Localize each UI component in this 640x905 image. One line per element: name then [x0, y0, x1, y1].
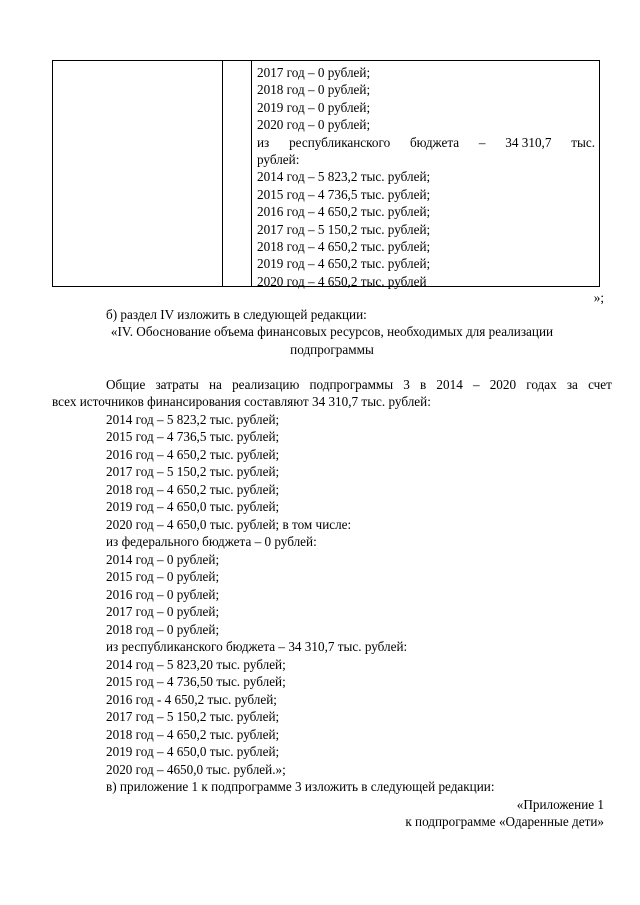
- section-title-line-2: подпрограммы: [290, 342, 374, 357]
- federal-year-line: 2015 год – 0 рублей;: [106, 569, 220, 584]
- table-divider-1: [222, 61, 223, 286]
- republic-budget-heading: из республиканского бюджета – 34 310,7 тыс. рублей:: [106, 639, 408, 654]
- word: 2014: [436, 377, 463, 392]
- cell-republic-line: [257, 134, 595, 151]
- word: республиканского: [289, 134, 391, 150]
- total-year-line: 2020 год – 4 650,0 тыс. рублей; в том числе:: [106, 517, 352, 532]
- word: бюджета: [409, 134, 460, 150]
- closing-quote: »;: [593, 290, 604, 305]
- word: тыс.: [571, 134, 595, 150]
- federal-year-line: 2018 год – 0 рублей;: [106, 622, 220, 637]
- word: 2020: [489, 377, 517, 392]
- total-year-line: 2014 год – 5 823,2 тыс. рублей;: [106, 412, 280, 427]
- table-cell-financing: [257, 64, 595, 290]
- cell-line: 2015 год – 4 736,5 тыс. рублей;: [257, 186, 431, 202]
- table-divider-2: [251, 61, 252, 286]
- federal-year-line: 2016 год – 0 рублей;: [106, 587, 220, 602]
- republic-year-line: 2017 год – 5 150,2 тыс. рублей;: [106, 709, 280, 724]
- cell-line: 2019 год – 4 650,2 тыс. рублей;: [257, 256, 431, 272]
- paragraph-line-1: [106, 376, 612, 393]
- federal-year-line: 2014 год – 0 рублей;: [106, 552, 220, 567]
- republic-year-line: 2015 год – 4 736,50 тыс. рублей;: [106, 674, 286, 689]
- republic-year-line: 2018 год – 4 650,2 тыс. рублей;: [106, 727, 280, 742]
- cell-line: 2019 год – 0 рублей;: [257, 99, 371, 115]
- republic-year-line: 2020 год – 4650,0 тыс. рублей.»;: [106, 762, 286, 777]
- word: подпрограммы: [309, 377, 394, 392]
- cell-line: рублей:: [257, 152, 300, 168]
- paragraph-line-2: всех источников финансирования составляют 34 310,7 тыс. рублей:: [52, 394, 431, 409]
- word: реализацию: [232, 377, 300, 392]
- appendix-heading-1: «Приложение 1: [516, 797, 604, 812]
- word: –: [478, 134, 486, 150]
- word: в: [420, 377, 427, 392]
- word: 3: [403, 377, 410, 392]
- word: за: [566, 377, 578, 392]
- total-year-line: 2015 год – 4 736,5 тыс. рублей;: [106, 429, 280, 444]
- cell-line: 2017 год – 0 рублей;: [257, 65, 371, 80]
- total-year-line: 2018 год – 4 650,2 тыс. рублей;: [106, 482, 280, 497]
- cell-line: 2020 год – 4 650,2 тыс. рублей: [257, 273, 427, 289]
- total-year-line: 2019 год – 4 650,0 тыс. рублей;: [106, 499, 280, 514]
- item-v: в) приложение 1 к подпрограмме 3 изложить в следующей редакции:: [106, 779, 495, 794]
- section-title-line-1: «IV. Обоснование объема финансовых ресурсов, необходимых для реализации: [110, 324, 554, 339]
- federal-year-line: 2017 год – 0 рублей;: [106, 604, 220, 619]
- cell-line: 2017 год – 5 150,2 тыс. рублей;: [257, 221, 431, 237]
- total-year-line: 2016 год – 4 650,2 тыс. рублей;: [106, 447, 280, 462]
- cell-line: 2018 год – 4 650,2 тыс. рублей;: [257, 239, 431, 255]
- appendix-heading-2: к подпрограмме «Одаренные дети»: [405, 814, 604, 829]
- republic-year-line: 2019 год – 4 650,0 тыс. рублей;: [106, 744, 280, 759]
- word: счет: [588, 377, 612, 392]
- word: 34 310,7: [505, 134, 552, 150]
- republic-year-line: 2014 год – 5 823,20 тыс. рублей;: [106, 657, 286, 672]
- item-b: б) раздел IV изложить в следующей редакции:: [106, 307, 367, 322]
- word: годах: [526, 377, 557, 392]
- cell-line: 2014 год – 5 823,2 тыс. рублей;: [257, 169, 431, 185]
- word: из: [257, 134, 270, 150]
- word: на: [209, 377, 222, 392]
- cell-line: 2020 год – 0 рублей;: [257, 117, 371, 133]
- word: Общие: [106, 377, 146, 392]
- cell-line: 2016 год – 4 650,2 тыс. рублей;: [257, 204, 431, 220]
- total-year-line: 2017 год – 5 150,2 тыс. рублей;: [106, 464, 280, 479]
- word: затраты: [155, 377, 199, 392]
- republic-year-line: 2016 год - 4 650,2 тыс. рублей;: [106, 692, 277, 707]
- word: –: [472, 377, 480, 392]
- federal-budget-heading: из федерального бюджета – 0 рублей:: [106, 534, 317, 549]
- cell-line: 2018 год – 0 рублей;: [257, 82, 371, 98]
